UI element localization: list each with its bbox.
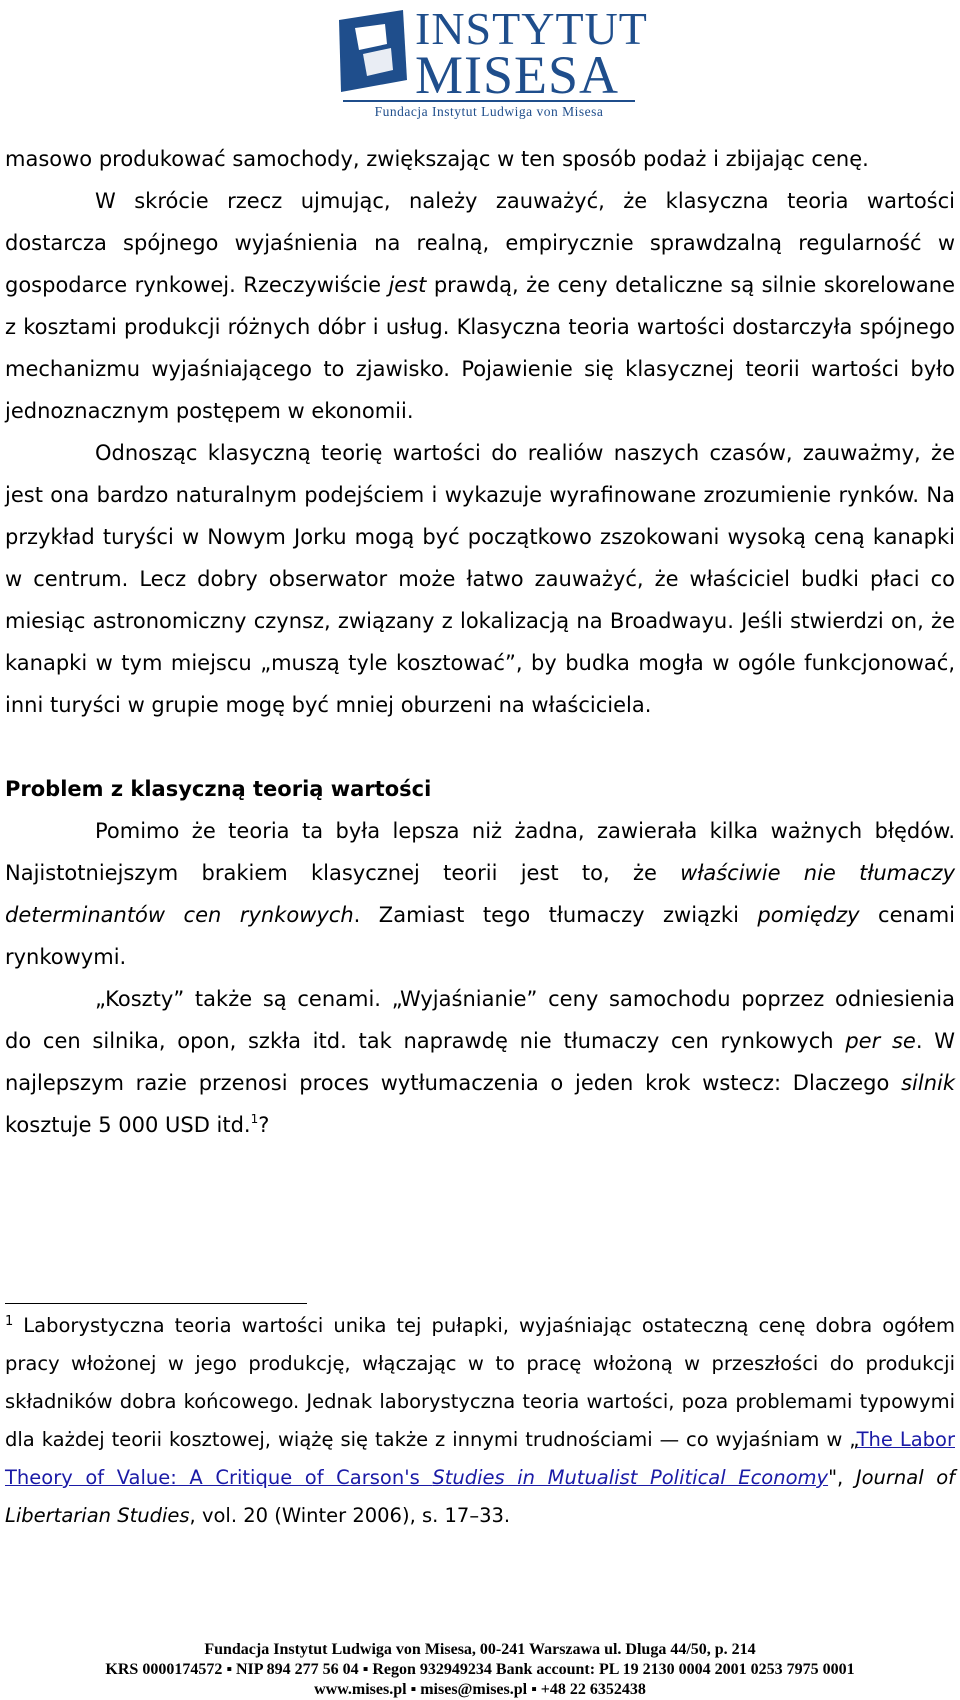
footnote-paragraph xyxy=(5,1307,955,1535)
paragraph-text: ? xyxy=(258,1113,270,1137)
paragraph-5 xyxy=(5,978,955,1146)
footer-contact: www.mises.pl ▪ mises@mises.pl ▪ +48 22 6352438 xyxy=(314,1681,646,1698)
logo-subtitle: Fundacja Instytut Ludwiga von Misesa xyxy=(343,100,635,120)
article-body xyxy=(5,138,955,1146)
logo-title-line1: INSTYTUT xyxy=(415,3,648,54)
journal-title: Journal of Libertarian Studies xyxy=(5,1466,955,1527)
paragraph-text: . Zamiast tego tłumaczy związki xyxy=(353,903,758,927)
paragraph-1 xyxy=(5,138,955,180)
paragraph-2 xyxy=(5,180,955,432)
emphasis-text: per se xyxy=(845,1029,916,1053)
section-heading: Problem z klasyczną teorią wartości xyxy=(5,777,432,801)
citation-link-text: The Labor Theory of Value: A Critique of Carson's xyxy=(5,1428,955,1489)
paragraph-text: W skrócie rzecz ujmując, należy zauważyć, że klasyczna teoria wartości dostarcza spójnego wyjaśnienia na realną, empirycznie sprawdzalną regularność w gospodarce rynkowej. Rzeczywiście xyxy=(5,189,955,297)
emphasis-text: pomiędzy xyxy=(757,903,860,927)
citation-link-emphasis: Studies in Mutualist Political Economy xyxy=(432,1466,829,1489)
footer-address: Fundacja Instytut Ludwiga von Misesa, 00-241 Warszawa ul. Dluga 44/50, p. 214 xyxy=(204,1641,756,1658)
footnote xyxy=(5,1307,955,1535)
paragraph-text: masowo produkować samochody, zwiększając w ten sposób podaż i zbijając cenę. xyxy=(5,147,869,171)
paragraph-text: prawdą, że ceny detaliczne są silnie skorelowane z kosztami produkcji różnych dóbr i usług. Klasyczna teoria wartości dostarczyła spójnego mechanizmu wyjaśniającego to zjawisko. Pojawienie się klasycznej teorii wartości było jednoznacznym postępem w ekonomii. xyxy=(5,273,955,423)
footer-registry: KRS 0000174572 ▪ NIP 894 277 56 04 ▪ Regon 932949234 Bank account: PL 19 2130 0004 2001 0253 7975 0001 xyxy=(105,1661,855,1678)
paragraph-text: kosztuje 5 000 USD itd. xyxy=(5,1113,251,1137)
institute-logo xyxy=(333,3,648,119)
paragraph-3 xyxy=(5,432,955,726)
emphasis-text: jest xyxy=(388,273,427,297)
page-footer xyxy=(0,1640,960,1700)
paragraph-text: „Koszty” także są cenami. „Wyjaśnianie” ceny samochodu poprzez odniesienia do cen silnika, opon, szkła itd. tak naprawdę nie tłumaczy cen rynkowych xyxy=(5,987,955,1053)
paragraph-text: Pomimo że teoria ta była lepsza niż żadna, zawierała kilka ważnych błędów. Najistotniejszym brakiem klasycznej teorii jest to, że xyxy=(5,819,955,885)
logo-mark-icon xyxy=(333,10,411,96)
footnote-divider xyxy=(5,1303,307,1304)
paragraph-4 xyxy=(5,810,955,978)
paragraph-text: . W najlepszym razie przenosi proces wytłumaczenia o jeden krok wstecz: Dlaczego xyxy=(5,1029,955,1095)
emphasis-text: właściwie nie tłumaczy determinantów cen rynkowych xyxy=(5,861,955,927)
footnote-text: , vol. 20 (Winter 2006), s. 17–33. xyxy=(189,1504,511,1527)
footnote-text: Laborystyczna teoria wartości unika tej pułapki, wyjaśniając ostateczną cenę dobra ogółem pracy włożonej w jego produkcję, włączając w to pracę włożoną w przeszłości do produkcji składników dobra końcowego. Jednak laborystyczna teoria wartości, poza problemami typowymi dla każdej teorii kosztowej, wiążę się także z innymi trudnościami — co wyjaśniam w „ xyxy=(5,1314,955,1451)
emphasis-text: silnik xyxy=(901,1071,955,1095)
paragraph-text: Odnosząc klasyczną teorię wartości do realiów naszych czasów, zauważmy, że jest ona bardzo naturalnym podejściem i wykazuje wyrafinowane zrozumienie rynków. Na przykład turyści w Nowym Jorku mogą być początkowo zszokowani wysoką ceną kanapki w centrum. Lecz dobry obserwator może łatwo zauważyć, że właściciel budki płaci co miesiąc astronomiczny czynsz, związany z lokalizacją na Broadwayu. Jeśli stwierdzi on, że kanapki w tym miejscu „muszą tyle kosztować”, by budka mogła w ogóle funkcjonować, inni turyści w grupie mogę być mniej oburzeni na właściciela. xyxy=(5,441,955,717)
paragraph-text: cenami rynkowymi. xyxy=(5,903,955,969)
logo-title-line2: MISESA xyxy=(415,45,620,105)
footnote-reference[interactable]: 1 xyxy=(250,1112,259,1126)
footnote-text: ", xyxy=(828,1466,856,1489)
footnote-marker: 1 xyxy=(5,1314,14,1329)
